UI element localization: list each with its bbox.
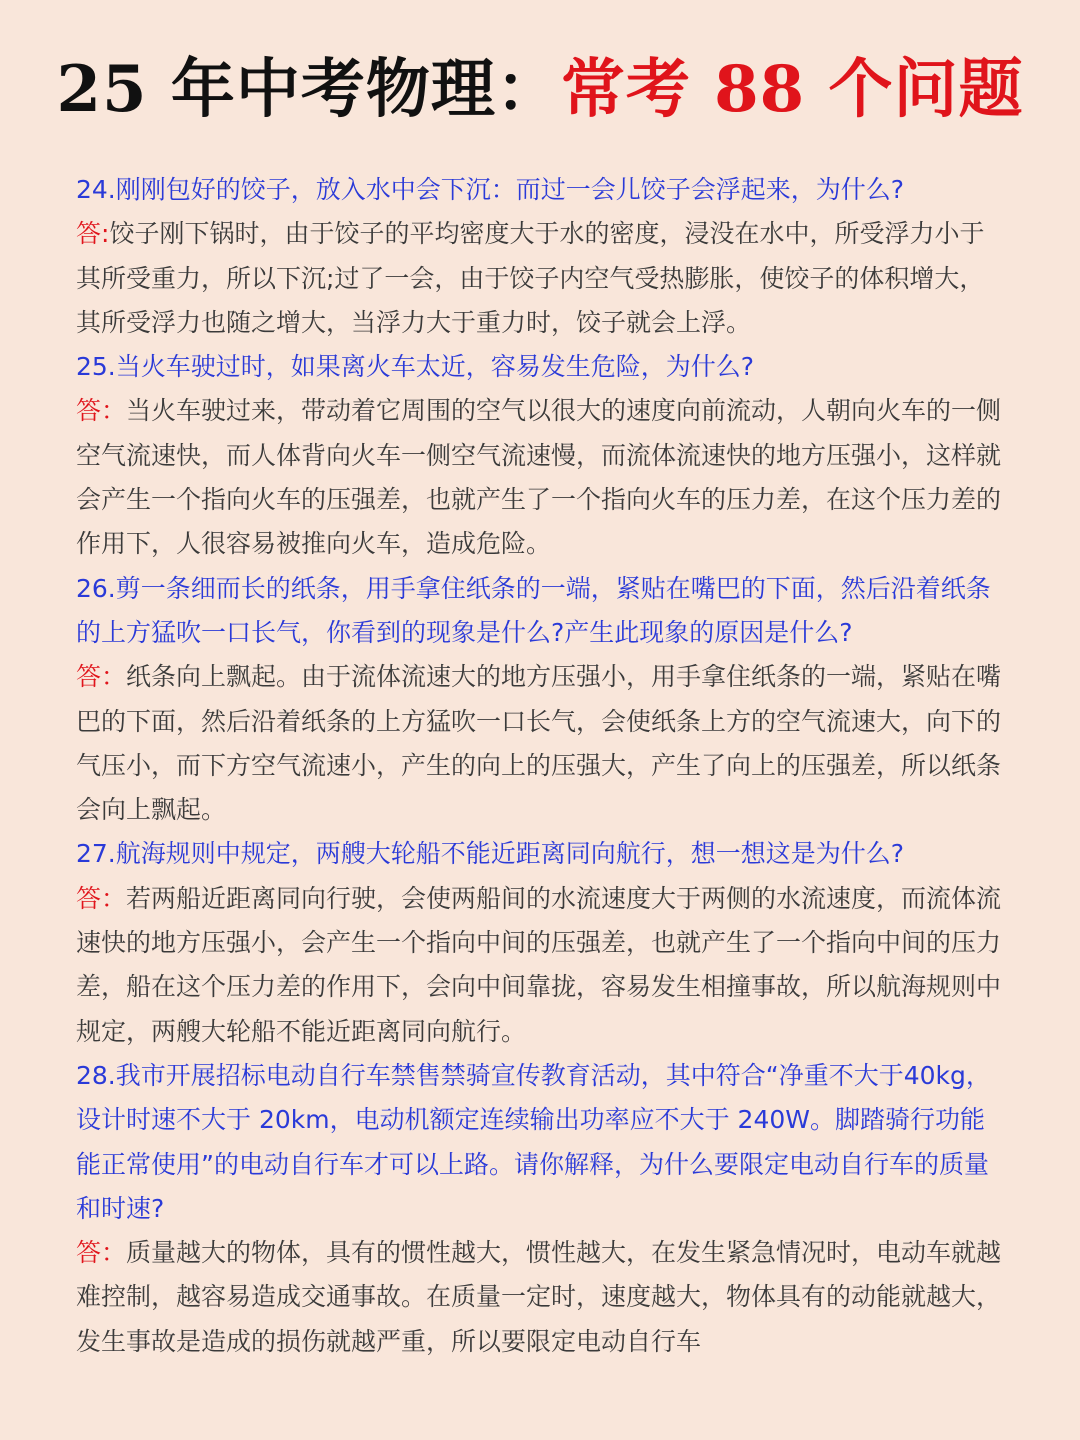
answer-label: 答： bbox=[76, 662, 127, 692]
answer-label: 答： bbox=[76, 883, 127, 913]
question-text: 24.刚刚包好的饺子，放入水中会下沉：而过一会儿饺子会浮起来，为什么? bbox=[76, 175, 905, 204]
question-text: 25.当火车驶过时，如果离火车太近，容易发生危险，为什么? bbox=[76, 352, 755, 382]
answer-paragraph bbox=[76, 1231, 1004, 1364]
question-text: 27.航海规则中规定，两艘大轮船不能近距离同向航行，想一想这是为什么? bbox=[76, 839, 905, 869]
answer-paragraph bbox=[76, 212, 1004, 345]
answer-text: 质量越大的物体，具有的惯性越大，惯性越大，在发生紧急情况时，电动车就越难控制，越容易造成交通事故。在质量一定时，速度越大，物体具有的动能就越大，发生事故是造成的损伤就越严重，所以要限定电动自行车 bbox=[76, 1238, 1002, 1356]
answer-label: 答: bbox=[76, 219, 110, 249]
answer-paragraph bbox=[76, 389, 1004, 566]
qa-item-27 bbox=[76, 832, 1004, 1053]
answer-text: 饺子刚下锅时，由于饺子的平均密度大于水的密度，浸没在水中，所受浮力小于其所受重力，所以下沉;过了一会，由于饺子内空气受热膨胀，使饺子的体积增大，其所受浮力也随之增大，当浮力大于重力时，饺子就会上浮。 bbox=[76, 219, 985, 337]
answer-text: 若两船近距离同向行驶，会使两船间的水流速度大于两侧的水流速度，而流体流速快的地方压强小，会产生一个指向中间的压强差，也就产生了一个指向中间的压力差，船在这个压力差的作用下，会向中间靠拢，容易发生相撞事故，所以航海规则中规定，两艘大轮船不能近距离同向航行。 bbox=[76, 883, 1002, 1046]
title-part-red: 常考 88 个问题 bbox=[560, 52, 1024, 127]
qa-list bbox=[76, 168, 1004, 1364]
title-part-black: 25 年中考物理： bbox=[56, 52, 561, 127]
answer-text: 当火车驶过来，带动着它周围的空气以很大的速度向前流动，人朝向火车的一侧空气流速快，而人体背向火车一侧空气流速慢，而流体流速快的地方压强小，这样就会产生一个指向火车的压强差，也就产生了一个指向火车的压力差，在这个压力差的作用下，人很容易被推向火车，造成危险。 bbox=[76, 396, 1002, 559]
answer-paragraph bbox=[76, 877, 1004, 1054]
answer-text: 纸条向上飘起。由于流体流速大的地方压强小，用手拿住纸条的一端，紧贴在嘴巴的下面，然后沿着纸条的上方猛吹一口长气，会使纸条上方的空气流速大，向下的气压小，而下方空气流速小，产生的向上的压强大，产生了向上的压强差，所以纸条会向上飘起。 bbox=[76, 662, 1002, 825]
qa-item-25 bbox=[76, 345, 1004, 566]
qa-item-24 bbox=[76, 168, 1004, 345]
qa-item-28 bbox=[76, 1054, 1004, 1364]
answer-label: 答： bbox=[76, 396, 127, 426]
qa-item-26 bbox=[76, 567, 1004, 833]
answer-label: 答： bbox=[76, 1238, 127, 1268]
question-text: 26.剪一条细而长的纸条，用手拿住纸条的一端，紧贴在嘴巴的下面，然后沿着纸条的上方猛吹一口长气，你看到的现象是什么?产生此现象的原因是什么? bbox=[76, 573, 991, 647]
page-title bbox=[56, 0, 1024, 168]
question-text: 28.我市开展招标电动自行车禁售禁骑宣传教育活动，其中符合“净重不大于40kg，设计时速不大于 20km，电动机额定连续输出功率应不大于 240W。脚踏骑行功能能正常使用”的电动自行车才可以上路。请你解释，为什么要限定电动自行车的质量和时速? bbox=[76, 1060, 991, 1223]
answer-paragraph bbox=[76, 655, 1004, 832]
